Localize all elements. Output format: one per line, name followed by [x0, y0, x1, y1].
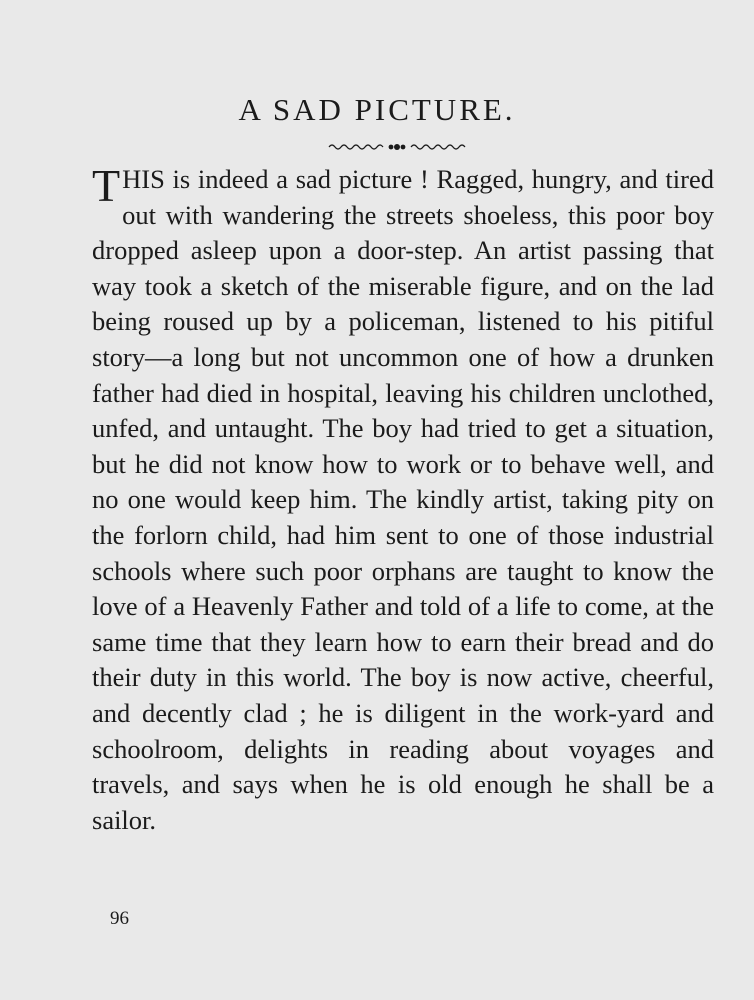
drop-cap: T	[92, 160, 121, 211]
body-paragraph	[92, 162, 714, 838]
body-text: HIS is indeed a sad picture ! Ragged, hungry, and tired out with wandering the streets shoeless, this poor boy dropped asleep upon a door-step. An artist passing that way took a sketch of the miserable figure, and on the lad being roused up by a policeman, listened to his pitiful story—a long but not uncommon one of how a drunken father had died in hospital, leaving his children unclothed, unfed, and untaught. The boy had tried to get a situation, but he did not know how to work or to behave well, and no one would keep him. The kindly artist, taking pity on the forlorn child, had him sent to one of those industrial schools where such poor orphans are taught to know the love of a Heavenly Father and told of a life to come, at the same time that they learn how to earn their bread and do their duty in this world. The boy is now active, cheerful, and decently clad ; he is diligent in the work-yard and schoolroom, delights in reading about voyages and travels, and says when he is old enough he shall be a sailor.	[92, 164, 714, 835]
ornament-rule	[327, 140, 467, 154]
page-number: 96	[110, 908, 129, 929]
page-title: A SAD PICTURE.	[238, 92, 516, 127]
